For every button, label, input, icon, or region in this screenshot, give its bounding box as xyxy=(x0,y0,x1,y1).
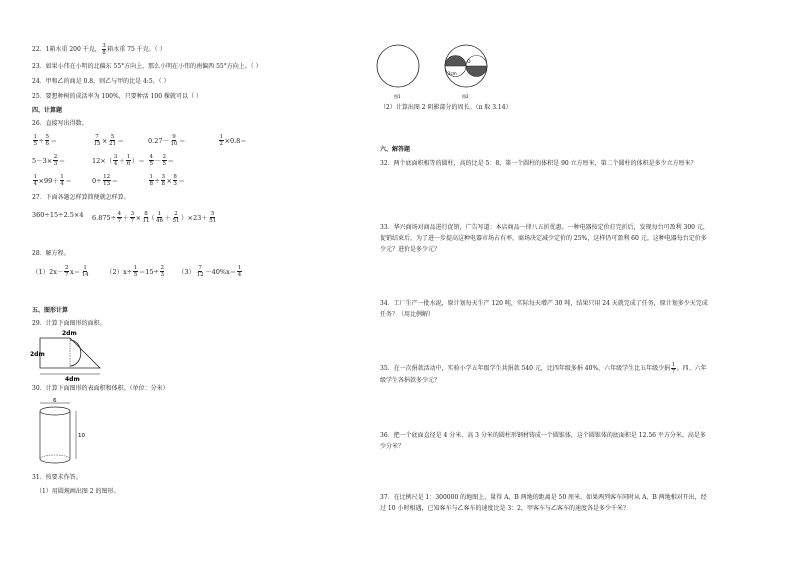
figure-1-circle xyxy=(377,45,419,87)
question-34: 34．工厂生产一批水泥，原计划每天生产 120 吨，实际每天增产 30 吨，结果只用 24 天就完成了任务，原计划多少天完成任务？（用比例解） xyxy=(380,300,708,318)
question-23: 23．如果小伟在小明的北偏东 55°方向上，那么小明在小伟的南偏西 55°方向上。（ ） xyxy=(32,63,262,70)
question-30: 30．计算下面图形的表面积和体积。（单位：分米） xyxy=(32,385,169,392)
radius-label: 2cm xyxy=(448,71,457,76)
question-37: 37．在比例尺是 1：300000 的地图上，量得 A、B 两地的距离是 50 厘米，如果两列客车同时从 A、B 两地相对开出，经过 10 小时相遇，已知客车与乙客车的速度比是 3：2，甲客车与乙客车的速度各是多少千米？ xyxy=(380,494,707,512)
question-25: 25．要想种树的成活率为 100%，只要种活 100 棵就可以（ ） xyxy=(32,93,202,100)
question-33: 33．华兴商场对商品进行促销，广告写道：本店商品一律八五折优惠。一种电器按定价打完折后，发现每台可盈利 300 元，促销结束后，为了进一步提高这种电器市场占有率，商场决定减少定价的 25%，这样仍可盈利 60 元。这种电器每台定价多少元？进价是多少元？ xyxy=(380,224,709,253)
calc-5: 5－3× $\frac{2}{3}$ ＝ xyxy=(32,154,66,167)
question-31: 31．按要求作答。 xyxy=(32,474,82,481)
simplify-1: 360÷15÷2.5×4 xyxy=(32,211,84,219)
simplify-3: （ $\frac{1}{46}$ ＋ $\frac{2}{51}$ ）×23＋ $\frac{5}{51}$ xyxy=(148,211,217,224)
circle-figures xyxy=(376,36,516,102)
equation-2: （2）x÷ $\frac{1}{5}$ ＝15÷ $\frac{2}{3}$ xyxy=(106,265,164,278)
figure-2-label: 图2 xyxy=(462,94,469,99)
question-32: 32．两个底面积相等的圆柱，高的比是 5：8，第一个圆柱的体积是 90 立方厘米，第二个圆柱的体积是多少立方厘米？ xyxy=(380,160,697,167)
fraction: $\frac{1}{7}$ xyxy=(671,362,676,375)
dim-left-label: 2dm xyxy=(30,351,45,358)
calc-8: $\frac{1}{4}$ ×99＋ $\frac{1}{4}$ ＝ xyxy=(33,174,72,187)
section-5-heading: 五、图形计算 xyxy=(32,307,69,314)
simplify-2: 6.875÷ $\frac{4}{7}$ ＋ $\frac{3}{7}$ × $\frac{8}{11}$ xyxy=(92,211,150,224)
section-6-heading: 六、解答题 xyxy=(380,146,411,153)
question-35: 35．在一次捐款活动中，实验小学五年级学生共捐款 540 元，比四年级多捐 40%，六年级学生比五年级少捐 $\frac{1}{7}$ 。四、六年级学生各捐款多少元？ xyxy=(380,362,707,384)
calc-2: $\frac{7}{15}$ × $\frac{5}{21}$ ＝ xyxy=(93,134,124,147)
calc-7: $\frac{4}{5}$ － $\frac{2}{5}$ ＝ xyxy=(149,154,174,167)
question-29: 29．计算下面图形的面积。 xyxy=(32,320,106,327)
dim-top-label: 2dm xyxy=(62,330,77,337)
dim-bottom-label: 4dm xyxy=(65,376,80,382)
question-27: 27．下面各题怎样算简便就怎样算。 xyxy=(32,194,130,201)
question-31-1: （1）用圆规画出图 2 的图形。 xyxy=(36,488,120,495)
question-31-2: （2）计算出图 2 阴影部分的周长。（π 取 3.14） xyxy=(380,104,512,111)
cylinder-figure xyxy=(30,397,100,469)
trapezoid-semicircle-figure xyxy=(30,330,130,382)
calc-4: $\frac{1}{2}$ ×0.8＝ xyxy=(219,134,247,147)
calc-6: 12×（ $\frac{3}{4}$ ＋ $\frac{1}{6}$ ）＝ xyxy=(92,154,145,167)
calc-10: $\frac{1}{8}$ ÷ $\frac{3}{8}$ × $\frac{8}{3}$ ＝ xyxy=(149,174,185,187)
section-4-heading: 四、计算题 xyxy=(32,107,63,114)
question-28: 28．解方程。 xyxy=(32,250,70,257)
center-label: O xyxy=(467,60,471,65)
question-26: 26．直接写出得数。 xyxy=(32,120,88,127)
calc-1: $\frac{1}{5}$ ÷ $\frac{5}{6}$ ＝ xyxy=(33,134,57,147)
calc-9: 0÷ $\frac{12}{13}$ ＝ xyxy=(92,174,119,187)
equation-1: （1）2x－ $\frac{2}{7}$ x＝ $\frac{1}{14}$ xyxy=(32,265,89,278)
question-36: 36．把一个底面直径是 4 分米、高 3 分米的圆柱形钢材铸成一个圆锥体，这个圆锥体的底面积是 12.56 平方分米，高是多少分米？ xyxy=(380,432,706,450)
diameter-label: 6 xyxy=(53,398,57,404)
figure-1-label: 图1 xyxy=(394,94,401,99)
fraction: $\frac{3}{8}$ xyxy=(102,43,106,56)
equation-3: （3） $\frac{7}{12}$ －40%x＝ $\frac{1}{4}$ xyxy=(178,265,242,278)
question-22: 22．1箱水重 200 千克， $\frac{3}{8}$ 箱水重 75 千克。（ ） xyxy=(32,43,166,56)
calc-3: 0.27－ $\frac{9}{10}$ ＝ xyxy=(148,134,186,147)
height-label: 10 xyxy=(78,433,85,439)
question-24: 24．甲和乙的商是 0.8，则乙与甲的比是 4:5。（ ） xyxy=(32,78,170,85)
